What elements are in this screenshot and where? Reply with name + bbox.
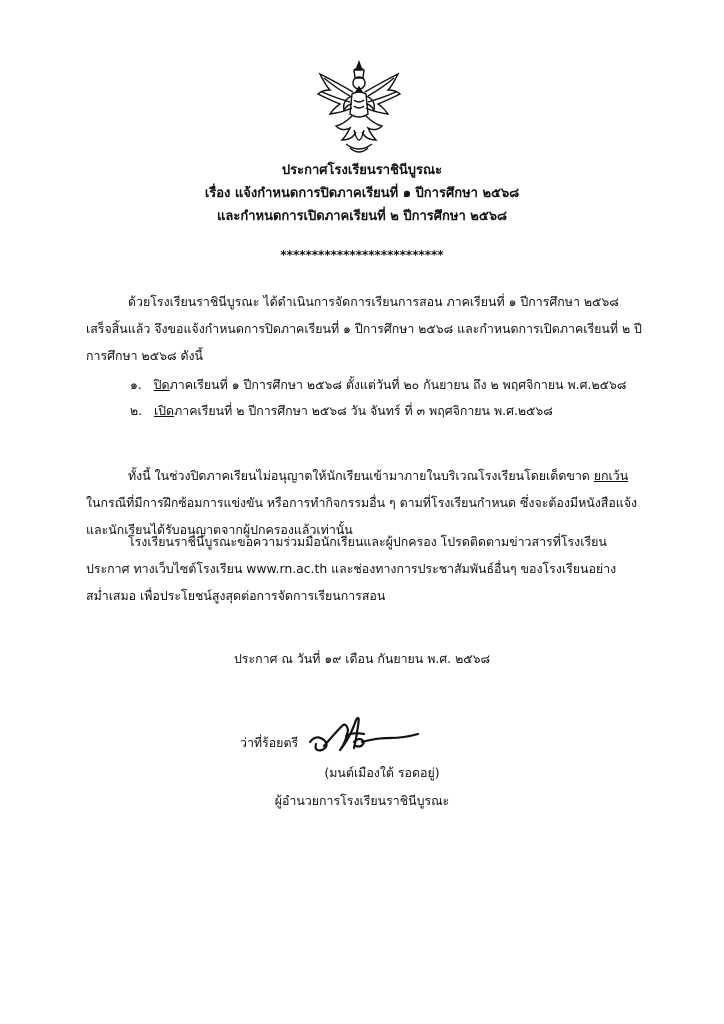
item-text: ภาคเรียนที่ ๒ ปีการศึกษา ๒๕๖๘ วัน จันทร์ ที่ ๓ พฤศจิกายน พ.ศ.๒๕๖๘ xyxy=(174,403,553,418)
item-keyword: ปิด xyxy=(153,377,170,392)
cooperation-paragraph: โรงเรียนราชินีบูรณะขอความร่วมมือนักเรียนและผู้ปกครอง โปรดติดตามข่าวสารที่โรงเรียนประกาศ ทางเว็บไซต์โรงเรียน www.rn.ac.th และช่องทางการประชาสัมพันธ์อื่นๆ ของโรงเรียนอย่างสม่ำเสมอ เพื่อประโยชน์สูงสุดต่อการจัดการเรียนการสอน xyxy=(86,534,617,603)
item-keyword: เปิด xyxy=(153,403,175,418)
schedule-item-close xyxy=(130,374,626,396)
notice-text-before: ทั้งนี้ ในช่วงปิดภาคเรียนไม่อนุญาตให้นักเรียนเข้ามาภายในบริเวณโรงเรียนโดยเด็ดขาด xyxy=(128,468,594,483)
item-number: ๒. xyxy=(130,403,143,418)
schedule-item-open xyxy=(130,400,553,422)
announcement-title: ประกาศโรงเรียนราชินีบูรณะ xyxy=(281,163,443,178)
announcement-subject: เรื่อง แจ้งกำหนดการปิดภาคเรียนที่ ๑ ปีการศึกษา ๒๕๖๘ xyxy=(204,186,520,201)
signer-rank: ว่าที่ร้อยตรี xyxy=(240,735,299,750)
item-number: ๑. xyxy=(130,377,142,392)
signature-image xyxy=(306,712,422,762)
signer-name: (มนต์เมืองใต้ รอดอยู่) xyxy=(324,765,440,780)
star-divider: ************************** xyxy=(280,248,444,262)
notice-text-after: ในกรณีที่มีการฝึกซ้อมการแข่งขัน หรือการทำกิจกรรมอื่น ๆ ตามที่โรงเรียนกำหนด ซึ่งจะต้องมีหนังสือแจ้ง และนักเรียนได้รับอนุญาตจากผู้ปกครองแล้วเท่านั้น xyxy=(86,495,638,537)
announcement-date: ประกาศ ณ วันที่ ๑๙ เดือน กันยายน พ.ศ. ๒๕๖๘ xyxy=(233,651,491,666)
notice-exception-keyword: ยกเว้น xyxy=(593,468,629,483)
intro-paragraph: ด้วยโรงเรียนราชินีบูรณะ ได้ดำเนินการจัดการเรียนการสอน ภาคเรียนที่ ๑ ปีการศึกษา ๒๕๖๘ เสร็จสิ้นแล้ว จึงขอแจ้งกำหนดการปิดภาคเรียนที่ ๑ ปีการศึกษา ๒๕๖๘ และกำหนดการเปิดภาคเรียนที่ ๒ ปีการศึกษา ๒๕๖๘ ดังนี้ xyxy=(86,294,642,363)
announcement-subject-line2: และกำหนดการเปิดภาคเรียนที่ ๒ ปีการศึกษา ๒๕๖๘ xyxy=(217,209,507,224)
signer-position: ผู้อำนวยการโรงเรียนราชินีบูรณะ xyxy=(274,793,450,808)
item-text: ภาคเรียนที่ ๑ ปีการศึกษา ๒๕๖๘ ตั้งแต่วันที่ ๒๐ กันยายน ถึง ๒ พฤศจิกายน พ.ศ.๒๕๖๘ xyxy=(169,377,627,392)
garuda-emblem-icon xyxy=(316,60,402,156)
